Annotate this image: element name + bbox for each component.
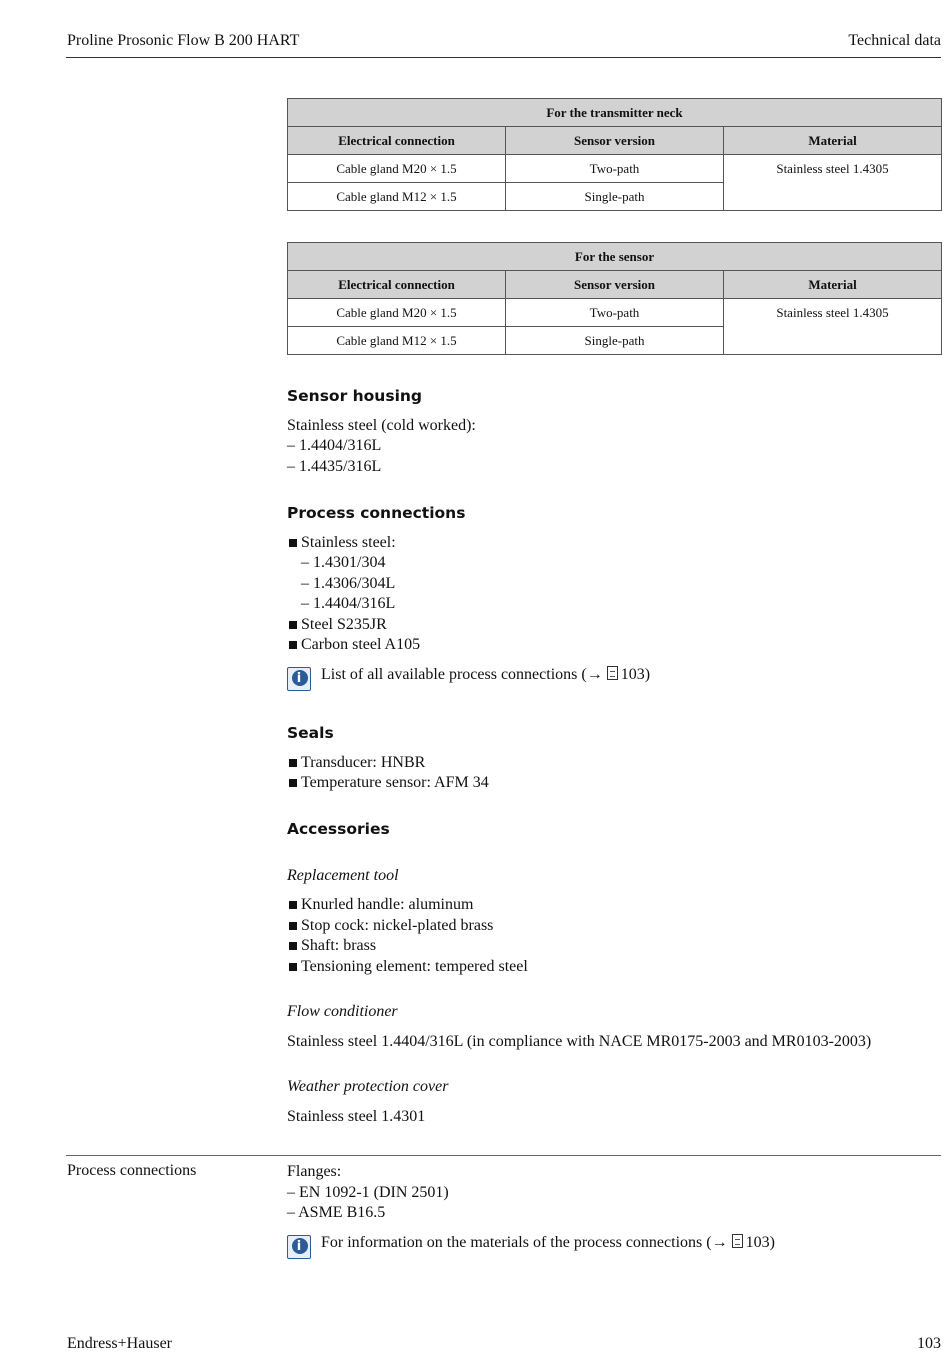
list-item: – 1.4301/304 bbox=[301, 554, 386, 571]
list-item: Temperature sensor: AFM 34 bbox=[287, 773, 942, 794]
header-rule bbox=[66, 57, 941, 58]
cell-version: Single-path bbox=[506, 183, 724, 211]
subheading: Weather protection cover bbox=[287, 1078, 449, 1095]
cell-version: Two-path bbox=[506, 155, 724, 183]
list-item: – 1.4404/316L bbox=[301, 595, 396, 612]
list-item: – 1.4435/316L bbox=[287, 457, 382, 475]
column-header-electrical-connection: Electrical connection bbox=[288, 271, 506, 299]
section-heading: Sensor housing bbox=[287, 387, 423, 405]
cell-connection: Cable gland M20 × 1.5 bbox=[288, 155, 506, 183]
page-reference-icon bbox=[607, 666, 618, 680]
footer-brand: Endress+Hauser bbox=[67, 1335, 172, 1352]
paragraph: Stainless steel 1.4301 bbox=[287, 1107, 426, 1125]
info-note: i List of all available process connections (→ 103) bbox=[287, 665, 942, 691]
list-item: Steel S235JR bbox=[287, 615, 942, 636]
bullet-square-icon bbox=[289, 539, 297, 547]
transmitter-neck-table bbox=[287, 98, 942, 211]
column-header-sensor-version: Sensor version bbox=[506, 271, 724, 299]
bullet-square-icon bbox=[289, 963, 297, 971]
column-header-material: Material bbox=[724, 271, 942, 299]
accessories-section bbox=[287, 819, 942, 1127]
section-heading: Seals bbox=[287, 724, 334, 742]
bullet-square-icon bbox=[289, 779, 297, 787]
list-item: Stop cock: nickel-plated brass bbox=[287, 916, 942, 937]
cell-connection: Cable gland M12 × 1.5 bbox=[288, 327, 506, 355]
subheading: Replacement tool bbox=[287, 866, 399, 884]
process-connections-materials-section bbox=[287, 503, 942, 691]
paragraph: Flanges: bbox=[287, 1163, 342, 1180]
list-item: – EN 1092-1 (DIN 2501) bbox=[287, 1183, 449, 1201]
subheading: Flow conditioner bbox=[287, 1003, 398, 1020]
table-caption: For the sensor bbox=[288, 243, 942, 271]
section-heading: Accessories bbox=[287, 820, 390, 838]
list-item: – ASME B16.5 bbox=[287, 1204, 386, 1221]
list-item: Transducer: HNBR bbox=[287, 753, 942, 774]
sensor-table bbox=[287, 242, 942, 355]
list-item: Carbon steel A105 bbox=[287, 635, 942, 656]
cell-version: Two-path bbox=[506, 299, 724, 327]
info-icon: i bbox=[287, 667, 311, 691]
bullet-square-icon bbox=[289, 922, 297, 930]
page-link[interactable]: 103) bbox=[745, 1233, 775, 1251]
table-caption: For the transmitter neck bbox=[288, 99, 942, 127]
list-item: Shaft: brass bbox=[287, 936, 942, 957]
page-reference-icon bbox=[732, 1234, 743, 1248]
list-item: Knurled handle: aluminum bbox=[287, 895, 942, 916]
cell-material: Stainless steel 1.4305 bbox=[724, 299, 942, 355]
table-row bbox=[288, 299, 942, 327]
column-header-sensor-version: Sensor version bbox=[506, 127, 724, 155]
cell-version: Single-path bbox=[506, 327, 724, 355]
cell-connection: Cable gland M20 × 1.5 bbox=[288, 299, 506, 327]
seals-section bbox=[287, 723, 942, 794]
table-row bbox=[288, 155, 942, 183]
bullet-square-icon bbox=[289, 901, 297, 909]
list-item: Tensioning element: tempered steel bbox=[287, 957, 942, 978]
paragraph: Stainless steel 1.4404/316L (in compliance with NACE MR0175-2003 and MR0103-2003) bbox=[287, 1032, 872, 1050]
sensor-housing-section bbox=[287, 386, 942, 477]
column-header-material: Material bbox=[724, 127, 942, 155]
list-item: – 1.4404/316L bbox=[287, 437, 382, 454]
page-number: 103 bbox=[917, 1335, 941, 1352]
header-product-title: Proline Prosonic Flow B 200 HART bbox=[67, 32, 300, 49]
list-item: – 1.4306/304L bbox=[301, 574, 396, 592]
bullet-square-icon bbox=[289, 942, 297, 950]
paragraph: Stainless steel (cold worked): bbox=[287, 416, 476, 434]
header-section-title: Technical data bbox=[848, 32, 941, 49]
process-connections-section bbox=[287, 1162, 942, 1259]
bullet-square-icon bbox=[289, 621, 297, 629]
bullet-square-icon bbox=[289, 641, 297, 649]
info-icon: i bbox=[287, 1235, 311, 1259]
cell-connection: Cable gland M12 × 1.5 bbox=[288, 183, 506, 211]
section-divider bbox=[66, 1155, 941, 1156]
page-link[interactable]: 103) bbox=[620, 665, 651, 683]
section-heading: Process connections bbox=[287, 504, 466, 522]
side-section-label: Process connections bbox=[67, 1162, 197, 1179]
cell-material: Stainless steel 1.4305 bbox=[724, 155, 942, 211]
info-note: i For information on the materials of the process connections (→ 103) bbox=[287, 1233, 942, 1259]
bullet-square-icon bbox=[289, 759, 297, 767]
column-header-electrical-connection: Electrical connection bbox=[288, 127, 506, 155]
list-item: Stainless steel: bbox=[287, 533, 942, 554]
